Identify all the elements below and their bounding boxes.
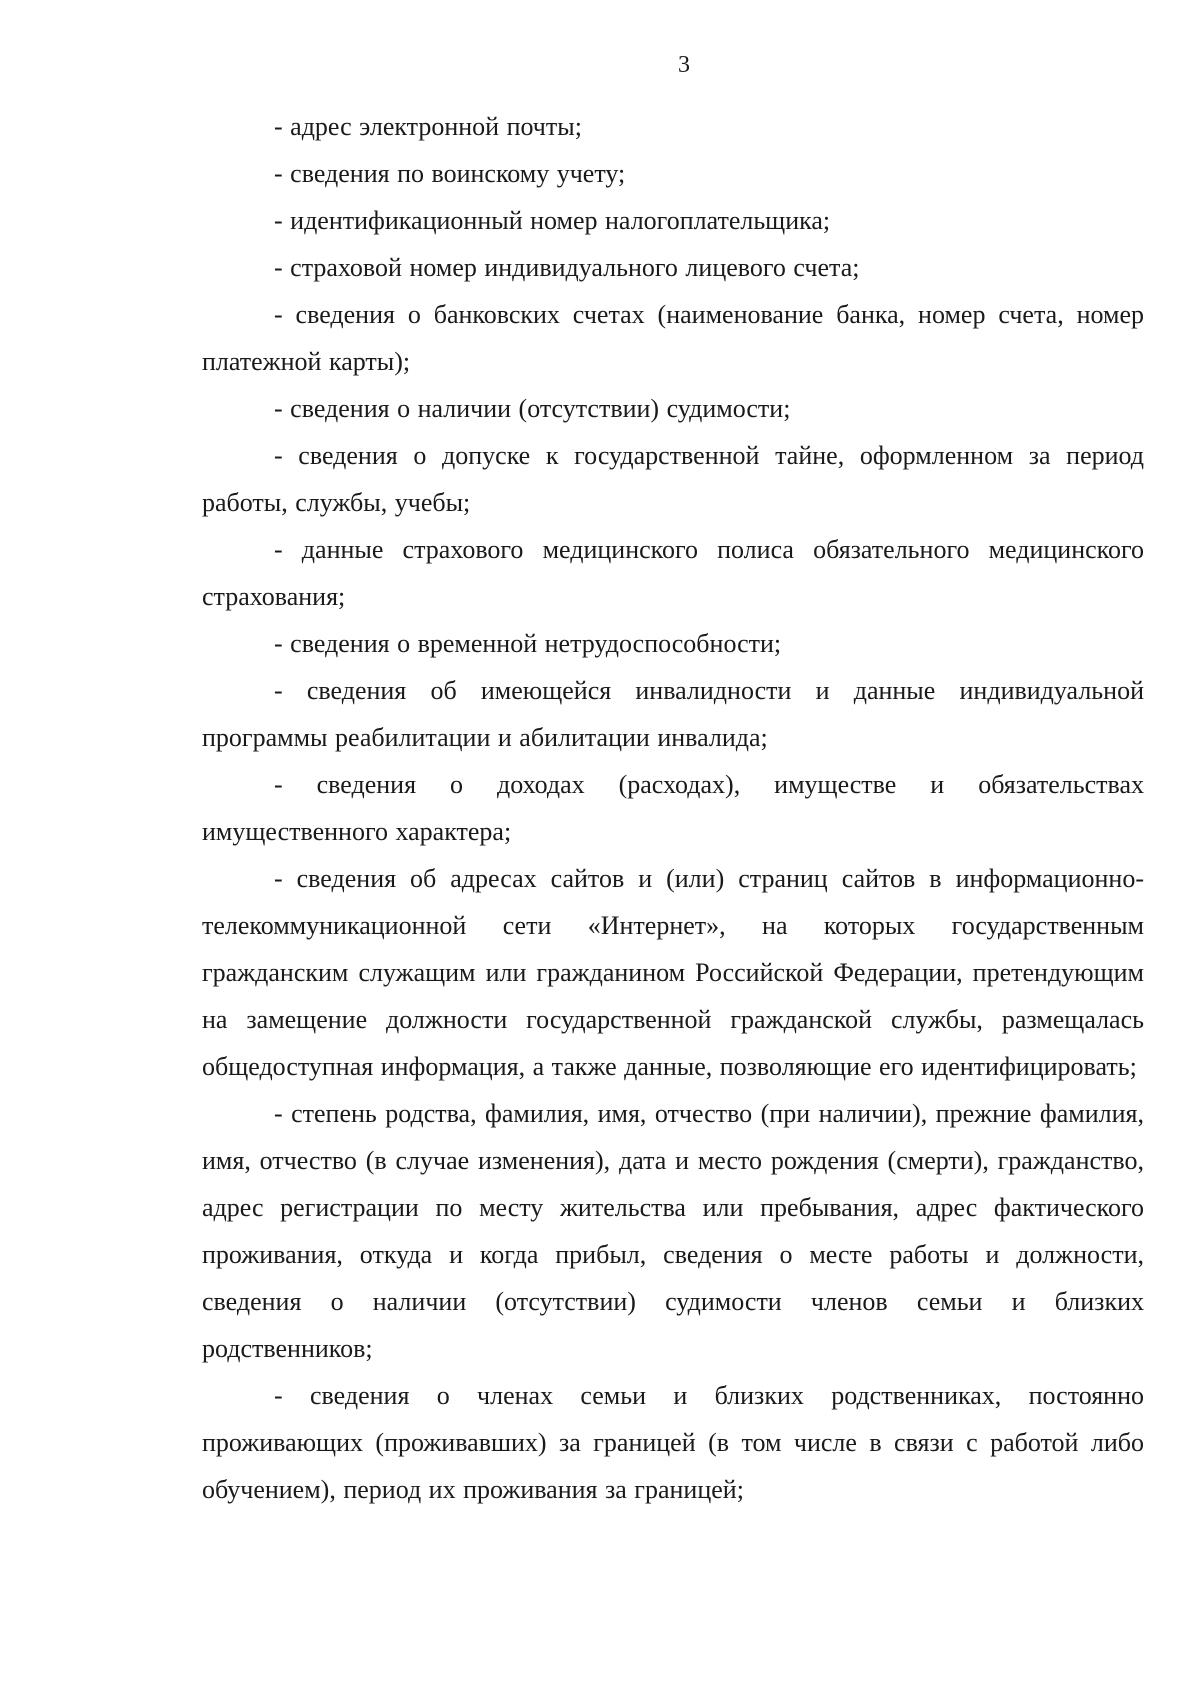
list-paragraph: - страховой номер индивидуального лицевого счета; — [274, 253, 860, 282]
list-paragraph: - сведения об адресах сайтов и (или) страниц сайтов в информационно-телекоммуникационной сети «Интернет», на которых государственным гражданским служащим или гражданином Российской Федерации, претендующим на замещение должности государственной гражданской службы, размещалась общедоступная информация, а также данные, позволяющие его идентифицировать; — [202, 864, 1144, 1081]
list-paragraph: - сведения по воинскому учету; — [274, 159, 626, 188]
document-body — [202, 103, 1144, 1513]
list-paragraph: - степень родства, фамилия, имя, отчество (при наличии), прежние фамилия, имя, отчество (в случае изменения), дата и место рождения (смерти), гражданство, адрес регистрации по месту жительства или пребывания, адрес фактического проживания, откуда и когда прибыл, сведения о месте работы и должности, сведения о наличии (отсутствии) судимости членов семьи и близких родственников; — [202, 1099, 1144, 1363]
page-number: 3 — [678, 52, 690, 78]
list-paragraph: - сведения о допуске к государственной тайне, оформленном за период работы, службы, учебы; — [202, 441, 1144, 517]
list-paragraph: - данные страхового медицинского полиса обязательного медицинского страхования; — [202, 535, 1144, 611]
list-paragraph: - сведения об имеющейся инвалидности и данные индивидуальной программы реабилитации и абилитации инвалида; — [202, 676, 1144, 752]
list-paragraph: - адрес электронной почты; — [274, 112, 582, 141]
list-paragraph: - сведения о членах семьи и близких родственниках, постоянно проживающих (проживавших) за границей (в том числе в связи с работой либо обучением), период их проживания за границей; — [202, 1381, 1144, 1504]
list-paragraph: - сведения о временной нетрудоспособности; — [274, 629, 782, 658]
list-paragraph: - идентификационный номер налогоплательщика; — [274, 206, 831, 235]
list-paragraph: - сведения о банковских счетах (наименование банка, номер счета, номер платежной карты); — [202, 300, 1144, 376]
list-paragraph: - сведения о доходах (расходах), имуществе и обязательствах имущественного характера; — [202, 770, 1144, 846]
list-paragraph: - сведения о наличии (отсутствии) судимости; — [274, 394, 791, 423]
